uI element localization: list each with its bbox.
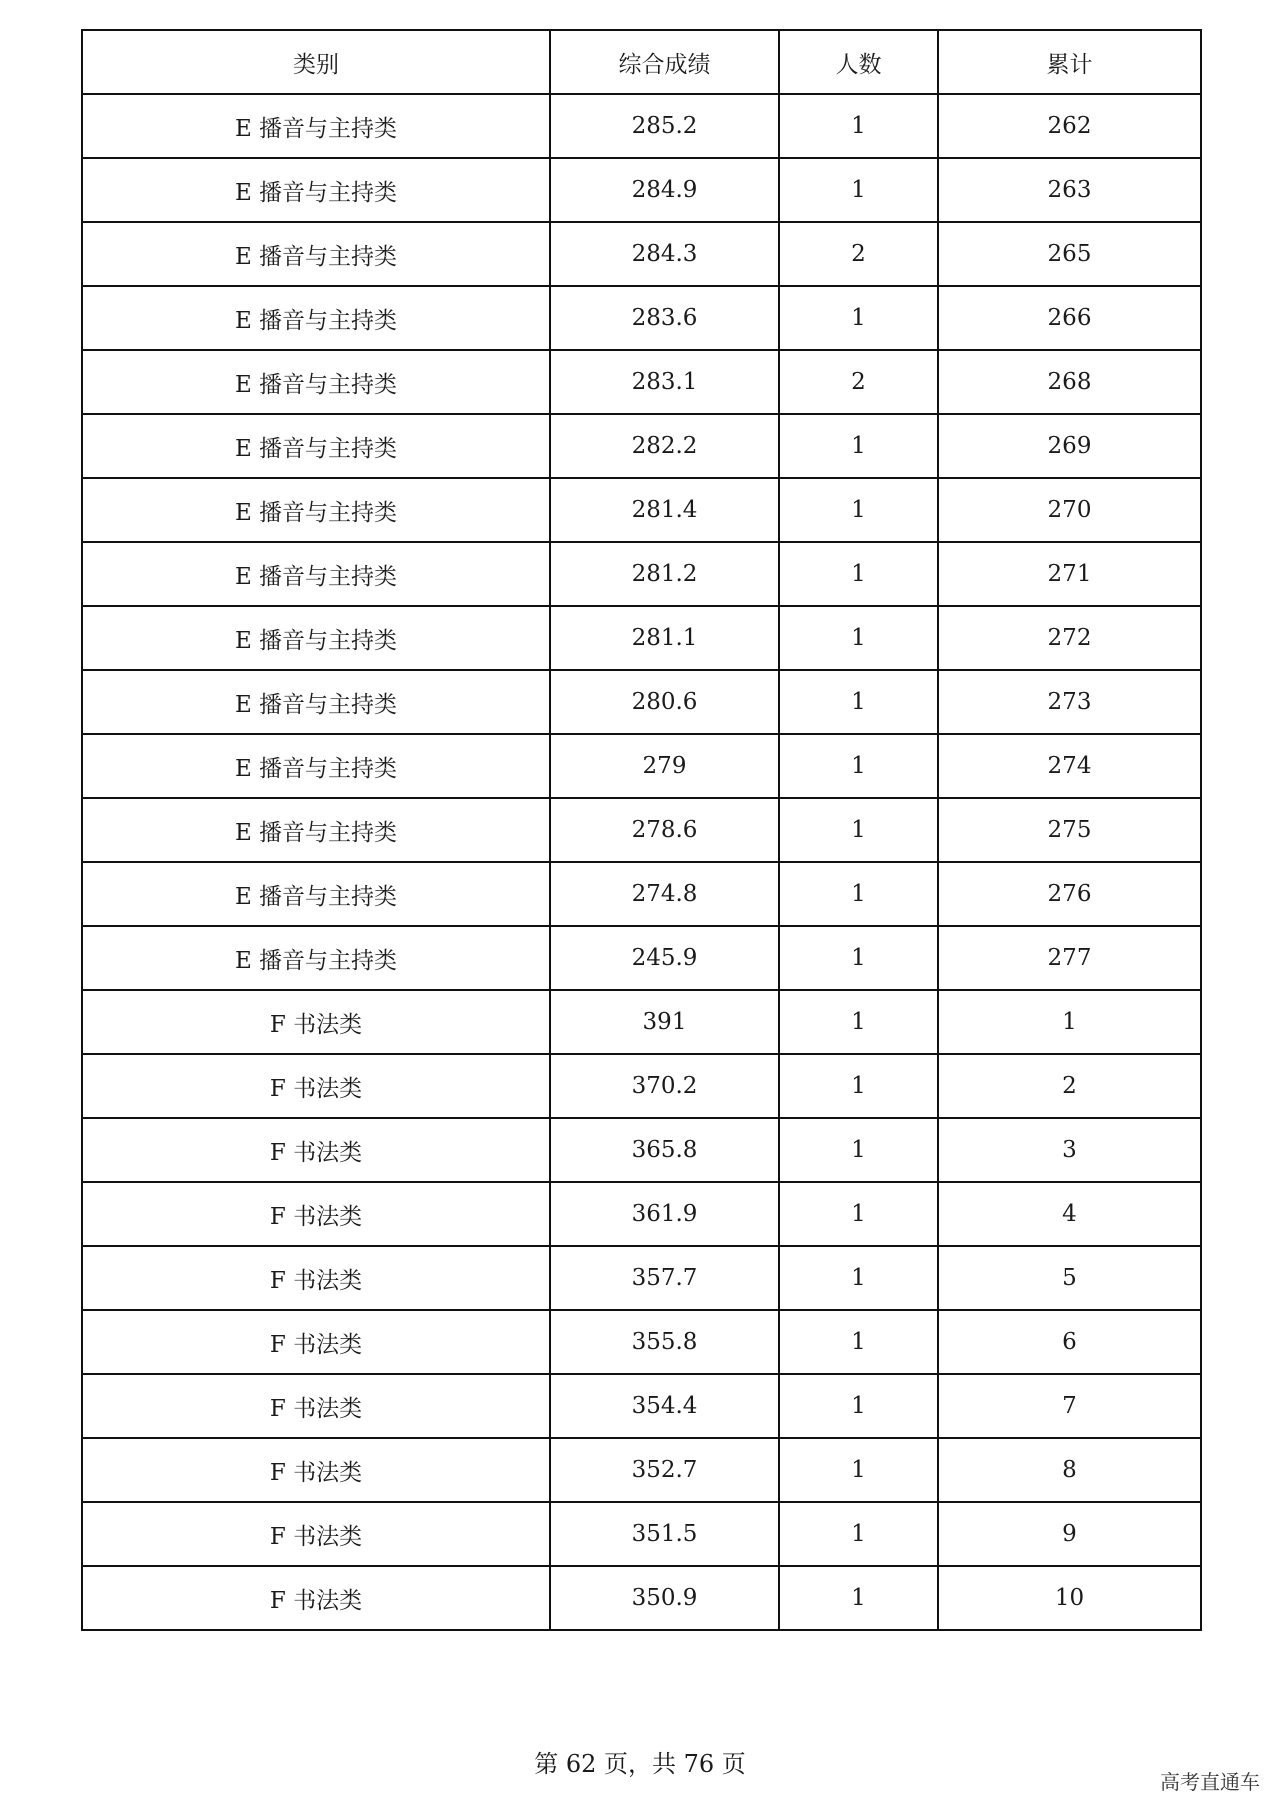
category-cell: F 书法类 [82,1310,550,1374]
category-cell: E 播音与主持类 [82,414,550,478]
score-cell: 280.6 [550,670,779,734]
cumulative-cell: 273 [938,670,1201,734]
category-cell: E 播音与主持类 [82,798,550,862]
count-cell: 1 [779,542,938,606]
category-cell: F 书法类 [82,1246,550,1310]
cumulative-cell: 272 [938,606,1201,670]
table-row [82,350,1201,414]
score-cell: 357.7 [550,1246,779,1310]
table-row [82,478,1201,542]
count-cell: 2 [779,350,938,414]
table-row [82,94,1201,158]
watermark: 高考直通车 [1160,1770,1260,1794]
category-cell: E 播音与主持类 [82,670,550,734]
category-cell: F 书法类 [82,1374,550,1438]
header-cumulative: 累计 [938,30,1201,94]
table-row [82,542,1201,606]
cumulative-cell: 7 [938,1374,1201,1438]
score-cell: 281.4 [550,478,779,542]
cumulative-cell: 265 [938,222,1201,286]
score-cell: 283.1 [550,350,779,414]
count-cell: 1 [779,158,938,222]
category-cell: E 播音与主持类 [82,478,550,542]
score-cell: 285.2 [550,94,779,158]
cumulative-cell: 276 [938,862,1201,926]
count-cell: 1 [779,670,938,734]
category-cell: F 书法类 [82,1502,550,1566]
score-cell: 365.8 [550,1118,779,1182]
score-cell: 274.8 [550,862,779,926]
table-body [82,94,1201,1630]
score-cell: 350.9 [550,1566,779,1630]
header-score: 综合成绩 [550,30,779,94]
table-row [82,1118,1201,1182]
table-row [82,862,1201,926]
score-cell: 352.7 [550,1438,779,1502]
score-cell: 283.6 [550,286,779,350]
cumulative-cell: 275 [938,798,1201,862]
score-cell: 282.2 [550,414,779,478]
cumulative-cell: 5 [938,1246,1201,1310]
count-cell: 1 [779,414,938,478]
count-cell: 1 [779,606,938,670]
category-cell: E 播音与主持类 [82,94,550,158]
score-cell: 351.5 [550,1502,779,1566]
cumulative-cell: 6 [938,1310,1201,1374]
count-cell: 1 [779,1118,938,1182]
cumulative-cell: 277 [938,926,1201,990]
category-cell: F 书法类 [82,1182,550,1246]
cumulative-cell: 9 [938,1502,1201,1566]
cumulative-cell: 269 [938,414,1201,478]
count-cell: 2 [779,222,938,286]
count-cell: 1 [779,1246,938,1310]
score-cell: 278.6 [550,798,779,862]
category-cell: E 播音与主持类 [82,350,550,414]
table-row [82,1182,1201,1246]
category-cell: E 播音与主持类 [82,606,550,670]
cumulative-cell: 271 [938,542,1201,606]
cumulative-cell: 262 [938,94,1201,158]
table-row [82,1054,1201,1118]
cumulative-cell: 274 [938,734,1201,798]
cumulative-cell: 2 [938,1054,1201,1118]
count-cell: 1 [779,1182,938,1246]
count-cell: 1 [779,1374,938,1438]
table-row [82,734,1201,798]
table-row [82,414,1201,478]
count-cell: 1 [779,1310,938,1374]
table-row [82,1566,1201,1630]
table-row [82,222,1201,286]
cumulative-cell: 8 [938,1438,1201,1502]
score-cell: 284.9 [550,158,779,222]
page-number: 第 62 页，共 76 页 [534,1750,746,1778]
category-cell: E 播音与主持类 [82,734,550,798]
table-row [82,1310,1201,1374]
count-cell: 1 [779,1438,938,1502]
category-cell: F 书法类 [82,990,550,1054]
table-row [82,1502,1201,1566]
table-row [82,286,1201,350]
cumulative-cell: 266 [938,286,1201,350]
table-row [82,1438,1201,1502]
score-cell: 355.8 [550,1310,779,1374]
header-row [82,30,1201,94]
count-cell: 1 [779,478,938,542]
cumulative-cell: 10 [938,1566,1201,1630]
category-cell: E 播音与主持类 [82,222,550,286]
count-cell: 1 [779,926,938,990]
score-table [81,29,1202,1631]
category-cell: F 书法类 [82,1566,550,1630]
count-cell: 1 [779,1502,938,1566]
count-cell: 1 [779,798,938,862]
category-cell: E 播音与主持类 [82,926,550,990]
table-row [82,1374,1201,1438]
count-cell: 1 [779,1054,938,1118]
table-row [82,798,1201,862]
score-cell: 284.3 [550,222,779,286]
score-cell: 279 [550,734,779,798]
category-cell: E 播音与主持类 [82,286,550,350]
table-row [82,990,1201,1054]
cumulative-cell: 268 [938,350,1201,414]
cumulative-cell: 270 [938,478,1201,542]
category-cell: E 播音与主持类 [82,158,550,222]
score-cell: 361.9 [550,1182,779,1246]
category-cell: E 播音与主持类 [82,862,550,926]
table-row [82,158,1201,222]
cumulative-cell: 4 [938,1182,1201,1246]
count-cell: 1 [779,94,938,158]
cumulative-cell: 3 [938,1118,1201,1182]
category-cell: F 书法类 [82,1438,550,1502]
count-cell: 1 [779,862,938,926]
count-cell: 1 [779,1566,938,1630]
category-cell: F 书法类 [82,1118,550,1182]
category-cell: F 书法类 [82,1054,550,1118]
header-count: 人数 [779,30,938,94]
score-cell: 281.1 [550,606,779,670]
category-cell: E 播音与主持类 [82,542,550,606]
score-cell: 281.2 [550,542,779,606]
score-cell: 354.4 [550,1374,779,1438]
table-row [82,606,1201,670]
score-cell: 370.2 [550,1054,779,1118]
cumulative-cell: 1 [938,990,1201,1054]
count-cell: 1 [779,734,938,798]
header-category: 类别 [82,30,550,94]
table-row [82,1246,1201,1310]
score-cell: 391 [550,990,779,1054]
table-row [82,926,1201,990]
table-row [82,670,1201,734]
count-cell: 1 [779,286,938,350]
cumulative-cell: 263 [938,158,1201,222]
count-cell: 1 [779,990,938,1054]
score-cell: 245.9 [550,926,779,990]
